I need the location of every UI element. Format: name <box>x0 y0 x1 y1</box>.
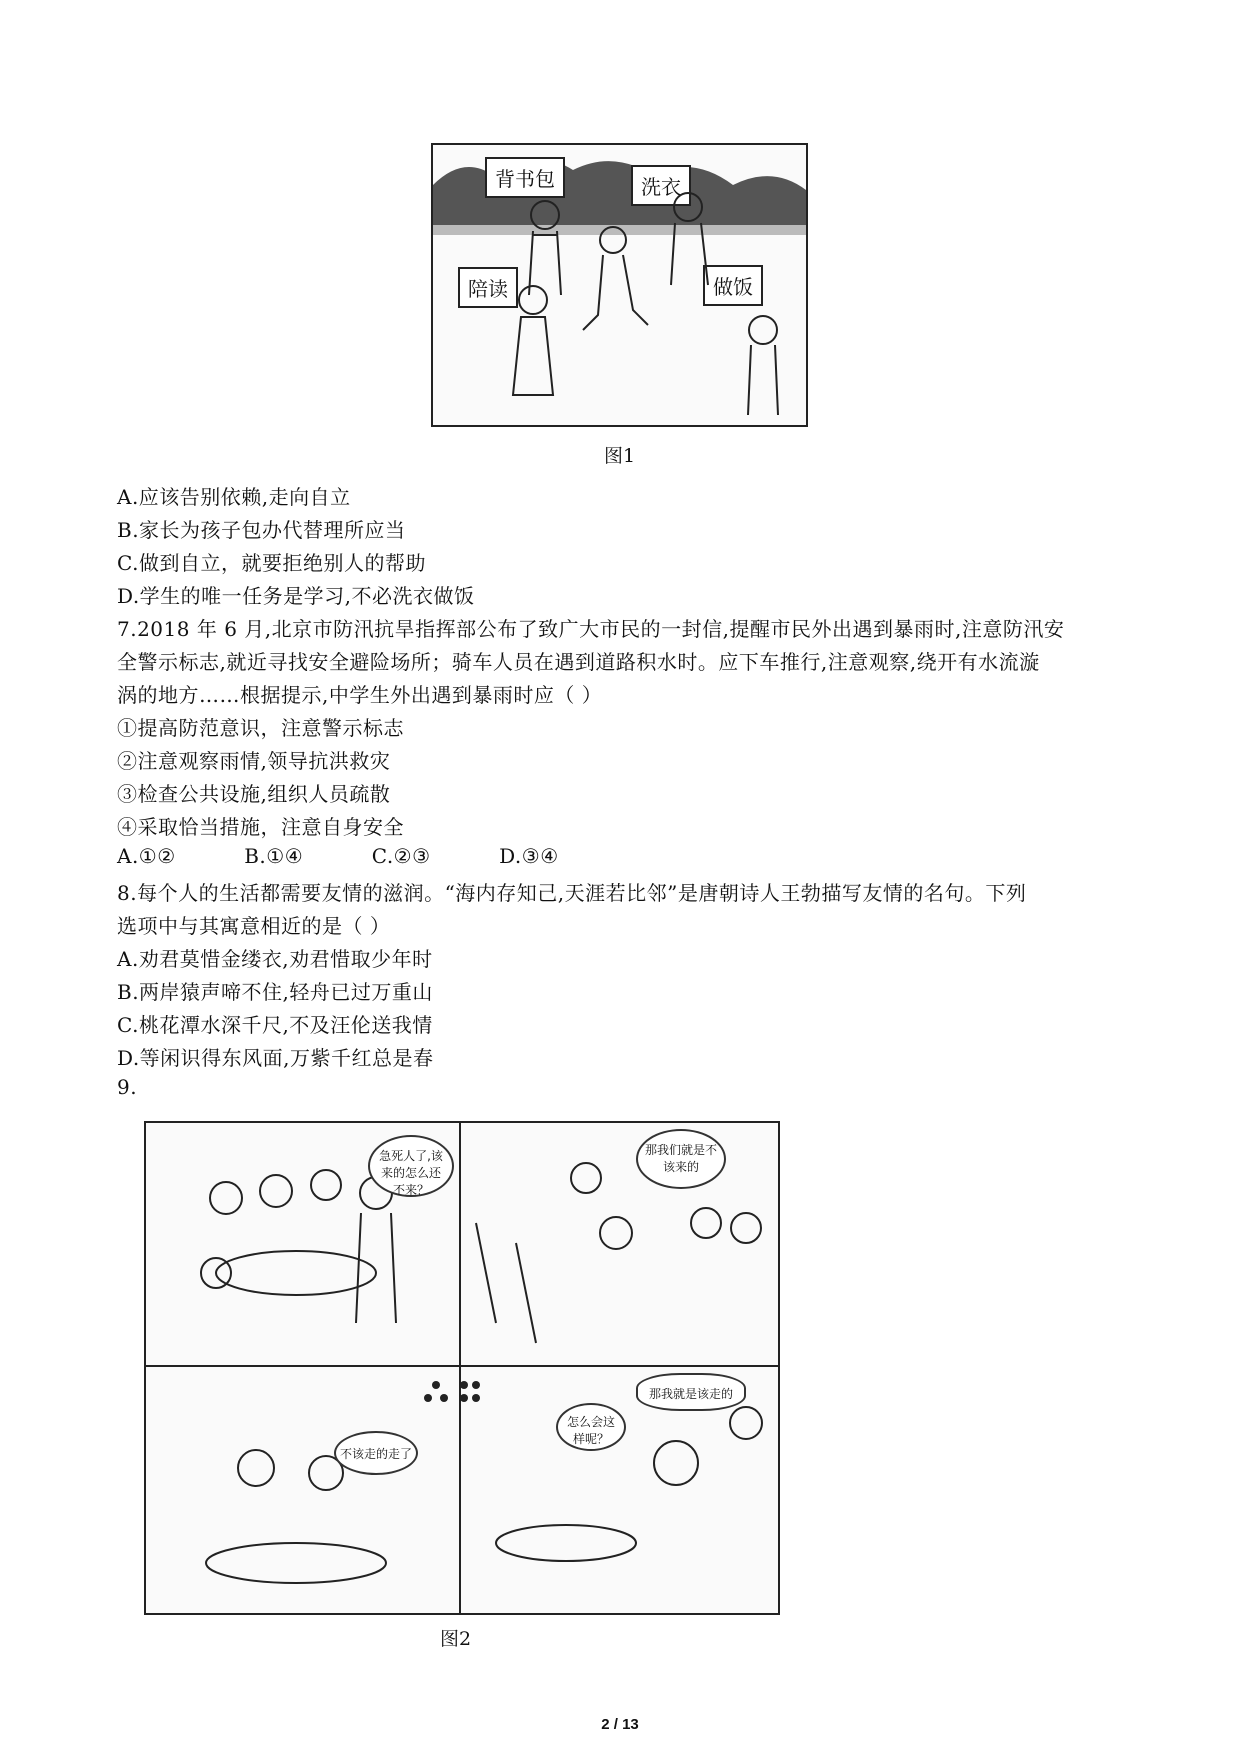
bubble-panel3: 不该走的走了 <box>334 1431 418 1475</box>
q7-statement-2: ②注意观察雨情,领导抗洪救灾 <box>117 749 391 773</box>
comic-drawings <box>146 1123 778 1613</box>
q7-stem-line1: 7.2018 年 6 月,北京市防汛抗旱指挥部公布了致广大市民的一封信,提醒市民外出遇到暴雨时,注意防汛安 <box>117 617 1065 641</box>
q7-options: A.①② B.①④ C.②③ D.③④ <box>117 844 559 868</box>
bubble-panel4-left: 怎么会这样呢？ <box>556 1403 626 1451</box>
q8-stem-line1: 8.每个人的生活都需要友情的滋润。“海内存知己,天涯若比邻”是唐朝诗人王勃描写友情的名句。下列 <box>117 881 1027 905</box>
page-number: 2 / 13 <box>601 1716 639 1733</box>
q6-option-d: D.学生的唯一任务是学习,不必洗衣做饭 <box>117 584 475 608</box>
q7-statement-1: ①提高防范意识，注意警示标志 <box>117 716 404 740</box>
q8-option-d: D.等闲识得东风面,万紫千红总是春 <box>117 1046 434 1070</box>
bubble-panel2: 那我们就是不该来的 <box>636 1129 726 1189</box>
figure-2-comic <box>144 1121 780 1615</box>
sign-cooking: 做饭 <box>703 265 763 306</box>
bubble-panel4-right: 那我就是该走的 <box>636 1373 746 1411</box>
sign-laundry: 洗衣 <box>631 165 691 206</box>
q8-stem-line2: 选项中与其寓意相近的是（ ） <box>117 914 391 938</box>
q6-option-b: B.家长为孩子包办代替理所应当 <box>117 518 406 542</box>
q7-statement-4: ④采取恰当措施，注意自身安全 <box>117 815 404 839</box>
q6-option-c: C.做到自立，就要拒绝别人的帮助 <box>117 551 426 575</box>
people-illustration <box>433 145 806 425</box>
q8-option-a: A.劝君莫惜金缕衣,劝君惜取少年时 <box>117 947 433 971</box>
sign-accompany-study: 陪读 <box>458 267 518 308</box>
q8-option-b: B.两岸猿声啼不住,轻舟已过万重山 <box>117 980 433 1004</box>
q7-stem-line3: 涡的地方……根据提示,中学生外出遇到暴雨时应（ ） <box>117 683 603 707</box>
figure-1-cartoon <box>431 143 808 427</box>
q6-option-a: A.应该告别依赖,走向自立 <box>117 485 351 509</box>
figure-1-caption: 图1 <box>604 445 636 467</box>
figure-2-caption: 图2 <box>440 1628 472 1650</box>
q9-number: 9. <box>117 1075 138 1099</box>
bubble-panel1: 急死人了,该来的怎么还不来？ <box>368 1135 454 1197</box>
sign-backpack: 背书包 <box>485 157 565 198</box>
q7-stem-line2: 全警示标志,就近寻找安全避险场所；骑车人员在遇到道路积水时。应下车推行,注意观察,绕开有水流漩 <box>117 650 1040 674</box>
q7-statement-3: ③检查公共设施,组织人员疏散 <box>117 782 391 806</box>
q8-option-c: C.桃花潭水深千尺,不及汪伦送我情 <box>117 1013 433 1037</box>
